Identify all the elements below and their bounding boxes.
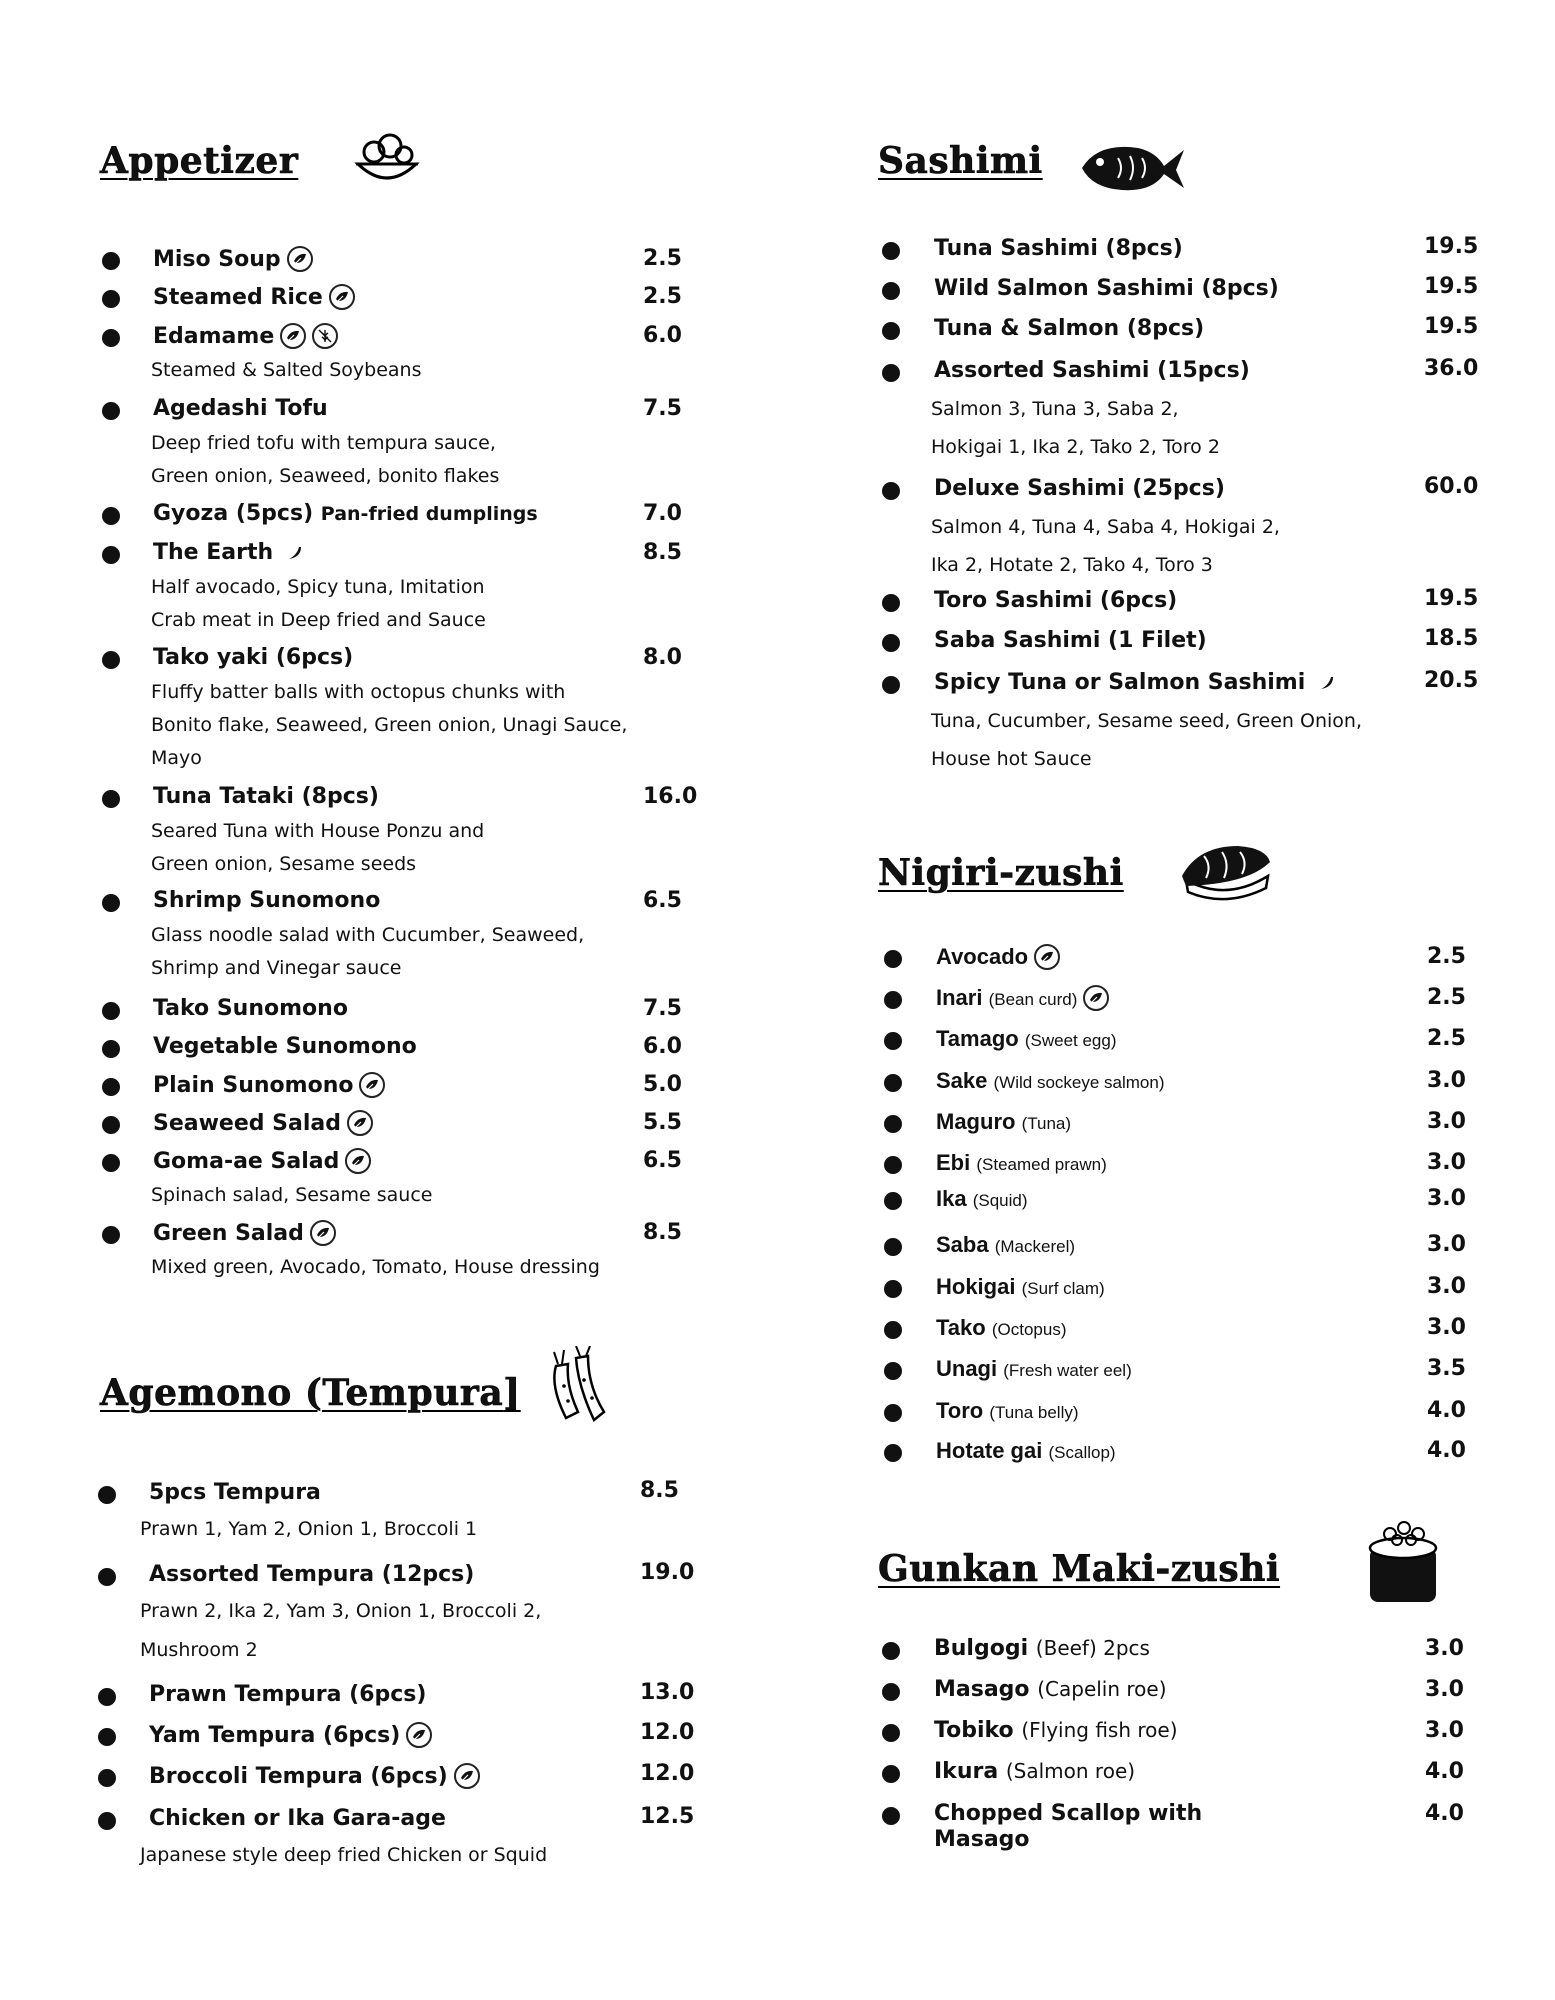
item-name: Vegetable Sunomono xyxy=(153,1034,417,1059)
nigiri-item-price: 3.0 xyxy=(1427,1109,1466,1134)
bullet-icon xyxy=(102,790,120,808)
appetizer-item-name xyxy=(153,323,338,349)
nigiri-item-name xyxy=(936,985,1109,1011)
sashimi-title: Sashimi xyxy=(878,140,1043,182)
gluten-free-icon xyxy=(312,323,338,349)
nigiri-item-name xyxy=(936,1232,1075,1258)
appetizer-item-price: 2.5 xyxy=(643,284,682,309)
nigiri-item-price: 3.0 xyxy=(1427,1186,1466,1211)
item-name: Toro xyxy=(936,1398,984,1423)
vegetarian-icon xyxy=(345,1148,371,1174)
bullet-icon xyxy=(884,1404,902,1422)
bullet-icon xyxy=(98,1812,116,1830)
bullet-icon xyxy=(102,290,120,308)
appetizer-item-price: 2.5 xyxy=(643,246,682,271)
gunkan-item-name xyxy=(934,1718,1178,1743)
bullet-icon xyxy=(98,1728,116,1746)
nigiri-item-price: 3.0 xyxy=(1427,1232,1466,1257)
nigiri-item-price: 4.0 xyxy=(1427,1438,1466,1463)
appetizer-item-price: 6.5 xyxy=(643,1148,682,1173)
appetizer-item-description: Glass noodle salad with Cucumber, Seaweed, xyxy=(151,924,585,946)
nigiri-item-name xyxy=(936,1109,1071,1135)
appetizer-item-price: 7.5 xyxy=(643,996,682,1021)
gunkan-item-name xyxy=(934,1677,1167,1702)
item-name: Tobiko xyxy=(934,1718,1014,1743)
nigiri-item-name xyxy=(936,1150,1107,1176)
appetizer-item-name xyxy=(153,1110,373,1136)
item-name: Tako Sunomono xyxy=(153,996,348,1021)
sashimi-item-description: Hokigai 1, Ika 2, Tako 2, Toro 2 xyxy=(931,436,1220,458)
appetizer-item-name xyxy=(153,246,313,272)
appetizer-item-name xyxy=(153,888,380,913)
item-subtitle: (Salmon roe) xyxy=(1005,1759,1136,1783)
sashimi-item-description: House hot Sauce xyxy=(931,748,1092,770)
sashimi-item-description: Ika 2, Hotate 2, Tako 4, Toro 3 xyxy=(931,554,1213,576)
vegetarian-icon xyxy=(1083,985,1109,1011)
appetizer-item-name xyxy=(153,1034,417,1059)
bullet-icon xyxy=(102,1116,120,1134)
agemono-title-text: Agemono (Tempura xyxy=(100,1372,504,1414)
item-subtitle: (Capelin roe) xyxy=(1037,1677,1167,1701)
agemono-title: Agemono (Tempura] xyxy=(100,1372,521,1414)
bullet-icon xyxy=(884,1444,902,1462)
nigiri-title: Nigiri-zushi xyxy=(878,852,1124,894)
item-name: Chopped Scallop with xyxy=(934,1801,1203,1826)
gunkan-item-price: 3.0 xyxy=(1425,1718,1464,1743)
item-name: Tako xyxy=(936,1315,986,1340)
agemono-item-description: Prawn 1, Yam 2, Onion 1, Broccoli 1 xyxy=(140,1518,478,1540)
bullet-icon xyxy=(882,1724,900,1742)
appetizer-item-price: 7.5 xyxy=(643,396,682,421)
nigiri-item-price: 3.0 xyxy=(1427,1274,1466,1299)
item-note: Pan-fried dumplings xyxy=(320,503,538,525)
appetizer-item-price: 8.5 xyxy=(643,1220,682,1245)
item-name: Tako yaki (6pcs) xyxy=(153,645,354,670)
bullet-icon xyxy=(882,1765,900,1783)
agemono-item-price: 8.5 xyxy=(640,1478,679,1503)
item-name: Wild Salmon Sashimi (8pcs) xyxy=(934,276,1279,301)
appetizer-item-name xyxy=(153,645,353,670)
bullet-icon xyxy=(882,282,900,300)
item-name: Chicken or Ika Gara-age xyxy=(149,1806,446,1831)
vegetarian-icon xyxy=(454,1763,480,1789)
bullet-icon xyxy=(102,894,120,912)
nigiri-item-price: 2.5 xyxy=(1427,985,1466,1010)
bullet-icon xyxy=(882,482,900,500)
vegetarian-icon xyxy=(359,1072,385,1098)
item-name: Ika xyxy=(936,1186,967,1211)
item-name: Toro Sashimi (6pcs) xyxy=(934,588,1178,613)
appetizer-item-price: 8.0 xyxy=(643,645,682,670)
item-subtitle: (Scallop) xyxy=(1048,1443,1116,1462)
appetizer-item-price: 16.0 xyxy=(643,784,698,809)
item-name: Tuna Tataki (8pcs) xyxy=(153,784,379,809)
appetizer-item-description: Deep fried tofu with tempura sauce, xyxy=(151,432,496,454)
appetizer-item-description: Bonito flake, Seaweed, Green onion, Unagi Sauce, xyxy=(151,714,628,736)
nigiri-item-price: 3.5 xyxy=(1427,1356,1466,1381)
nigiri-item-name xyxy=(936,1398,1079,1424)
item-name: Miso Soup xyxy=(153,247,281,272)
item-name: 5pcs Tempura xyxy=(149,1480,321,1505)
bullet-icon xyxy=(102,546,120,564)
item-name: Prawn Tempura (6pcs) xyxy=(149,1682,427,1707)
bullet-icon xyxy=(102,651,120,669)
bullet-icon xyxy=(102,1226,120,1244)
bullet-icon xyxy=(98,1486,116,1504)
appetizer-item-price: 6.5 xyxy=(643,888,682,913)
item-name: Tuna Sashimi (8pcs) xyxy=(934,236,1183,261)
agemono-item-price: 19.0 xyxy=(640,1560,695,1585)
appetizer-item-description: Fluffy batter balls with octopus chunks with xyxy=(151,681,566,703)
bullet-icon xyxy=(102,1040,120,1058)
appetizer-item-name xyxy=(153,501,538,526)
item-name: Broccoli Tempura (6pcs) xyxy=(149,1764,448,1789)
agemono-item-name xyxy=(149,1763,480,1789)
item-subtitle: (Flying fish roe) xyxy=(1021,1718,1178,1742)
item-name: Saba xyxy=(936,1232,989,1257)
appetizer-item-description: Steamed & Salted Soybeans xyxy=(151,359,422,381)
nigiri-item-price: 3.0 xyxy=(1427,1068,1466,1093)
bullet-icon xyxy=(882,1642,900,1660)
vegetarian-icon xyxy=(347,1110,373,1136)
agemono-item-description: Mushroom 2 xyxy=(140,1639,258,1661)
item-name: Saba Sashimi (1 Filet) xyxy=(934,628,1207,653)
bullet-icon xyxy=(884,1238,902,1256)
appetizer-item-description: Green onion, Sesame seeds xyxy=(151,853,417,875)
sashimi-item-name xyxy=(934,588,1177,613)
item-name: The Earth xyxy=(153,540,274,565)
item-name: Avocado xyxy=(936,944,1029,969)
sashimi-item-name xyxy=(934,236,1183,261)
nigiri-item-name xyxy=(936,1026,1117,1052)
sashimi-item-name xyxy=(934,276,1279,301)
sashimi-item-name xyxy=(934,476,1225,501)
item-name: Plain Sunomono xyxy=(153,1073,354,1098)
bullet-icon xyxy=(102,1154,120,1172)
item-name: Spicy Tuna or Salmon Sashimi xyxy=(934,670,1306,695)
appetizer-item-price: 6.0 xyxy=(643,1034,682,1059)
bullet-icon xyxy=(882,1683,900,1701)
nigiri-item-price: 4.0 xyxy=(1427,1398,1466,1423)
bullet-icon xyxy=(98,1688,116,1706)
nigiri-item-name xyxy=(936,1186,1028,1212)
gunkan-item-price: 3.0 xyxy=(1425,1677,1464,1702)
spicy-chili-icon xyxy=(1319,672,1335,697)
nigiri-item-price: 2.5 xyxy=(1427,944,1466,969)
item-name: Unagi xyxy=(936,1356,998,1381)
gunkan-item-price: 4.0 xyxy=(1425,1759,1464,1784)
sashimi-item-name xyxy=(934,358,1250,383)
agemono-item-price: 12.5 xyxy=(640,1804,695,1829)
sashimi-item-price: 19.5 xyxy=(1424,314,1479,339)
bullet-icon xyxy=(884,1074,902,1092)
item-name: Seaweed Salad xyxy=(153,1111,342,1136)
bullet-icon xyxy=(884,1321,902,1339)
appetizer-item-price: 5.5 xyxy=(643,1110,682,1135)
agemono-item-price: 12.0 xyxy=(640,1761,695,1786)
sashimi-item-description: Salmon 3, Tuna 3, Saba 2, xyxy=(931,398,1179,420)
bullet-icon xyxy=(884,1192,902,1210)
bullet-icon xyxy=(882,634,900,652)
item-name: Hokigai xyxy=(936,1274,1016,1299)
appetizer-item-price: 8.5 xyxy=(643,540,682,565)
appetizer-item-name xyxy=(153,540,303,567)
nigiri-item-name xyxy=(936,1068,1165,1094)
sashimi-item-description: Tuna, Cucumber, Sesame seed, Green Onion, xyxy=(931,710,1362,732)
gunkan-item-name-line2: Masago xyxy=(934,1827,1030,1852)
appetizer-item-price: 7.0 xyxy=(643,501,682,526)
bullet-icon xyxy=(102,1002,120,1020)
item-name: Shrimp Sunomono xyxy=(153,888,381,913)
appetizer-item-name xyxy=(153,1220,336,1246)
spicy-chili-icon xyxy=(287,542,303,567)
gunkan-item-name xyxy=(934,1759,1135,1784)
gunkan-roll-icon xyxy=(1364,1518,1444,1612)
item-name: Agedashi Tofu xyxy=(153,396,328,421)
vegetarian-icon xyxy=(406,1722,432,1748)
bullet-icon xyxy=(102,507,120,525)
item-name: Masago xyxy=(934,1677,1030,1702)
item-name: Goma-ae Salad xyxy=(153,1149,340,1174)
item-name: Tamago xyxy=(936,1026,1019,1051)
item-subtitle: (Surf clam) xyxy=(1021,1279,1105,1298)
item-name: Ikura xyxy=(934,1759,999,1784)
item-subtitle: (Mackerel) xyxy=(994,1237,1076,1256)
item-subtitle: (Beef) 2pcs xyxy=(1035,1636,1150,1660)
bullet-icon xyxy=(102,329,120,347)
sashimi-item-price: 18.5 xyxy=(1424,626,1479,651)
bullet-icon xyxy=(882,242,900,260)
appetizer-item-description: Seared Tuna with House Ponzu and xyxy=(151,820,485,842)
agemono-item-description: Prawn 2, Ika 2, Yam 3, Onion 1, Broccoli 2, xyxy=(140,1600,542,1622)
appetizer-item-name xyxy=(153,396,328,421)
sashimi-item-price: 36.0 xyxy=(1424,356,1479,381)
item-name: Gyoza (5pcs) xyxy=(153,501,314,526)
appetizer-item-name xyxy=(153,996,348,1021)
vegetarian-icon xyxy=(329,284,355,310)
appetizer-item-name xyxy=(153,284,355,310)
appetizer-item-description: Shrimp and Vinegar sauce xyxy=(151,957,402,979)
agemono-item-name xyxy=(149,1480,321,1505)
nigiri-item-name xyxy=(936,1315,1066,1341)
sashimi-item-name xyxy=(934,628,1207,653)
item-name: Maguro xyxy=(936,1109,1016,1134)
appetizer-item-name xyxy=(153,784,379,809)
item-name: Sake xyxy=(936,1068,988,1093)
appetizer-item-description: Half avocado, Spicy tuna, Imitation xyxy=(151,576,485,598)
item-subtitle: (Tuna belly) xyxy=(989,1403,1079,1422)
tempura-shrimp-icon xyxy=(548,1346,608,1430)
item-name: Steamed Rice xyxy=(153,285,323,310)
item-subtitle: (Sweet egg) xyxy=(1024,1031,1117,1050)
nigiri-item-price: 3.0 xyxy=(1427,1150,1466,1175)
item-name: Bulgogi xyxy=(934,1636,1029,1661)
item-subtitle: (Fresh water eel) xyxy=(1003,1361,1132,1380)
appetizer-item-price: 6.0 xyxy=(643,323,682,348)
vegetarian-icon xyxy=(287,246,313,272)
sashimi-item-price: 19.5 xyxy=(1424,586,1479,611)
item-subtitle: (Tuna) xyxy=(1021,1114,1072,1133)
nigiri-item-name xyxy=(936,944,1060,970)
vegetarian-icon xyxy=(310,1220,336,1246)
bullet-icon xyxy=(102,402,120,420)
agemono-item-name xyxy=(149,1806,446,1831)
item-name: Ebi xyxy=(936,1150,971,1175)
item-name: Assorted Sashimi (15pcs) xyxy=(934,358,1250,383)
bullet-icon xyxy=(884,950,902,968)
bullet-icon xyxy=(882,676,900,694)
vegetarian-icon xyxy=(280,323,306,349)
item-name: Hotate gai xyxy=(936,1438,1043,1463)
appetizer-title: Appetizer xyxy=(100,140,299,182)
item-subtitle: (Steamed prawn) xyxy=(976,1155,1107,1174)
sashimi-item-price: 60.0 xyxy=(1424,474,1479,499)
nigiri-icon xyxy=(1178,840,1274,908)
agemono-item-name xyxy=(149,1562,474,1587)
bullet-icon xyxy=(884,991,902,1009)
bullet-icon xyxy=(882,594,900,612)
item-subtitle: (Wild sockeye salmon) xyxy=(993,1073,1165,1092)
nigiri-item-price: 2.5 xyxy=(1427,1026,1466,1051)
agemono-item-name xyxy=(149,1722,432,1748)
sashimi-item-description: Salmon 4, Tuna 4, Saba 4, Hokigai 2, xyxy=(931,516,1280,538)
item-name: Deluxe Sashimi (25pcs) xyxy=(934,476,1225,501)
bullet-icon xyxy=(884,1280,902,1298)
bullet-icon xyxy=(882,1807,900,1825)
vegetarian-icon xyxy=(1034,944,1060,970)
nigiri-item-name xyxy=(936,1356,1132,1382)
agemono-item-price: 13.0 xyxy=(640,1680,695,1705)
appetizer-item-price: 5.0 xyxy=(643,1072,682,1097)
bullet-icon xyxy=(884,1362,902,1380)
item-name: Inari xyxy=(936,985,983,1010)
appetizer-item-description: Mixed green, Avocado, Tomato, House dressing xyxy=(151,1256,600,1278)
sashimi-item-price: 20.5 xyxy=(1424,668,1479,693)
nigiri-item-name xyxy=(936,1274,1105,1300)
gunkan-item-price: 4.0 xyxy=(1425,1801,1464,1826)
sashimi-item-name xyxy=(934,316,1204,341)
bullet-icon xyxy=(98,1568,116,1586)
bullet-icon xyxy=(102,252,120,270)
item-name: Tuna & Salmon (8pcs) xyxy=(934,316,1205,341)
gunkan-title: Gunkan Maki-zushi xyxy=(878,1548,1281,1590)
gunkan-item-name xyxy=(934,1801,1202,1826)
item-name: Yam Tempura (6pcs) xyxy=(149,1723,401,1748)
appetizer-item-name xyxy=(153,1148,371,1174)
sashimi-item-price: 19.5 xyxy=(1424,274,1479,299)
bullet-icon xyxy=(102,1078,120,1096)
item-name: Assorted Tempura (12pcs) xyxy=(149,1562,475,1587)
item-subtitle: (Squid) xyxy=(972,1191,1028,1210)
bullet-icon xyxy=(884,1115,902,1133)
appetizer-item-description: Mayo xyxy=(151,747,202,769)
sashimi-item-name xyxy=(934,670,1335,697)
sashimi-item-price: 19.5 xyxy=(1424,234,1479,259)
nigiri-item-name xyxy=(936,1438,1116,1464)
salad-bowl-icon xyxy=(352,130,422,196)
agemono-item-description: Japanese style deep fried Chicken or Squid xyxy=(140,1844,548,1866)
appetizer-item-description: Crab meat in Deep fried and Sauce xyxy=(151,609,486,631)
bullet-icon xyxy=(98,1769,116,1787)
bullet-icon xyxy=(882,322,900,340)
nigiri-item-price: 3.0 xyxy=(1427,1315,1466,1340)
appetizer-item-name xyxy=(153,1072,385,1098)
agemono-item-price: 12.0 xyxy=(640,1720,695,1745)
item-name: Edamame xyxy=(153,324,275,349)
bullet-icon xyxy=(884,1032,902,1050)
item-subtitle: (Bean curd) xyxy=(988,990,1078,1009)
gunkan-item-price: 3.0 xyxy=(1425,1636,1464,1661)
gunkan-item-name xyxy=(934,1636,1150,1661)
bullet-icon xyxy=(884,1156,902,1174)
appetizer-item-description: Green onion, Seaweed, bonito flakes xyxy=(151,465,500,487)
agemono-item-name xyxy=(149,1682,426,1707)
bullet-icon xyxy=(882,364,900,382)
appetizer-item-description: Spinach salad, Sesame sauce xyxy=(151,1184,433,1206)
item-name: Green Salad xyxy=(153,1221,304,1246)
fish-icon xyxy=(1078,140,1188,200)
item-subtitle: (Octopus) xyxy=(991,1320,1067,1339)
